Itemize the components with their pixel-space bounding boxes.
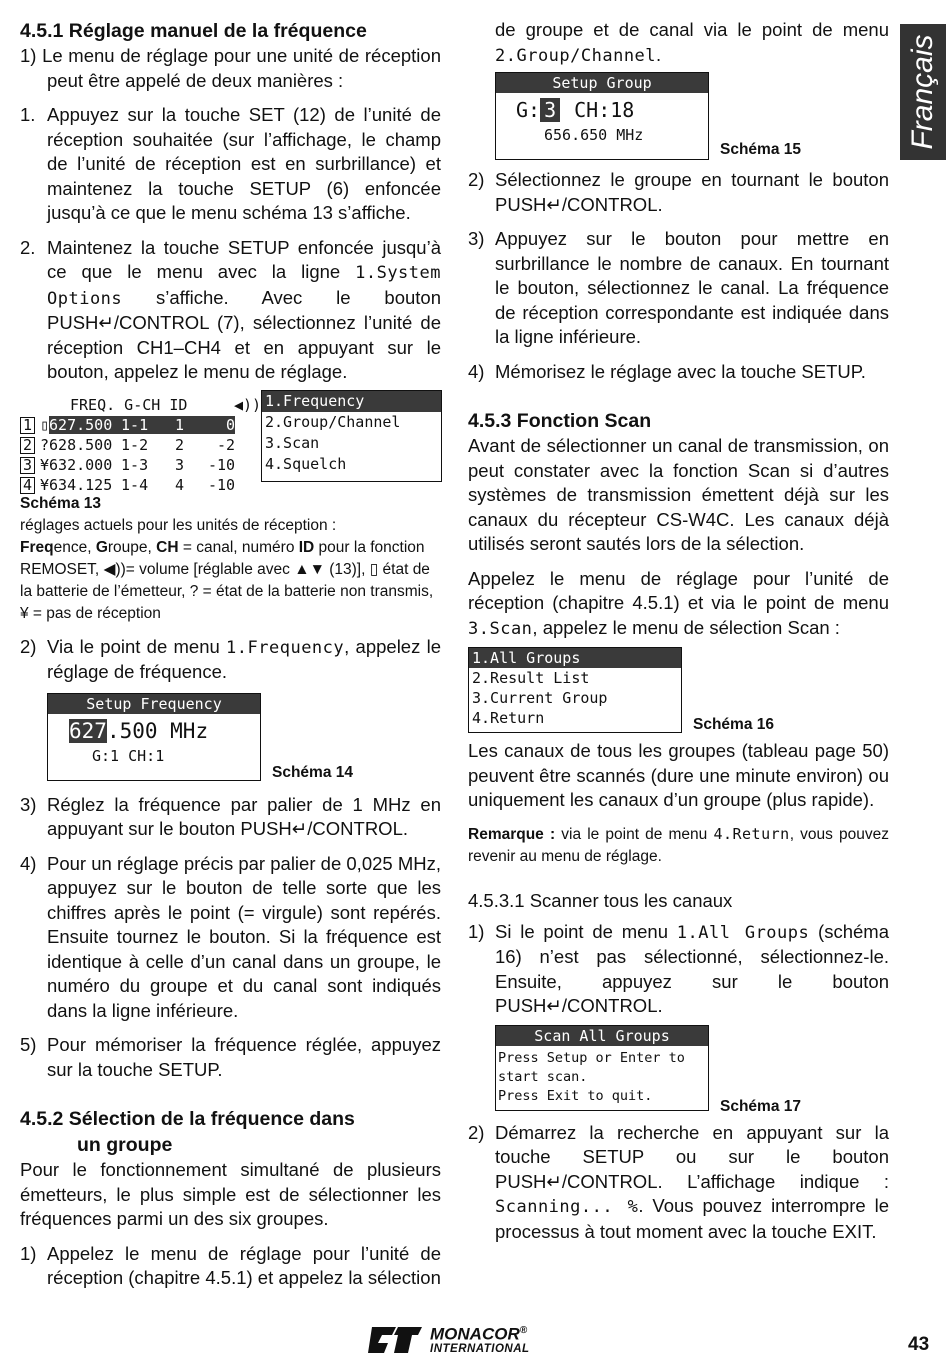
paragraph-4-5-2: Pour le fonctionnement simultané de plusieurs émetteurs, le plus simple est de sélectionner les fréquences parmi un des six groupes. — [20, 1159, 441, 1229]
menu-item: 3.Scan — [265, 433, 320, 452]
receiver-f: 634.125 — [49, 475, 113, 494]
group-step-1: 1) Appelez le menu de réglage pour l’unité de réception (chapitre 4.5.1) et appelez la sélection — [20, 1242, 441, 1288]
heading-4-5-2: 4.5.2 Sélection de la fréquence dans un groupe — [20, 1108, 355, 1156]
receiver-values — [49, 436, 235, 454]
scan-step-1: 1) Si le point de menu 1.All Groups (schéma 16) n’est pas sélectionné, sélectionnez-le. Ensuite, appuyez sur le bouton PUSH↵/CONTROL. — [468, 920, 889, 1016]
paragraph-intro: 1) Le menu de réglage pour une unité de réception peut être appelé de deux manières : — [20, 45, 441, 91]
step-4: 4) Pour un réglage précis par palier de 0,025 MHz, appuyez sur le bouton de telle sorte que les chiffres après le point (= virgule) sont repérés. Ensuite tournez le bouton. Si la fréquence est identique à celle d’un canal dans un groupe, le numéro du groupe et du canal sont indiqués dans la ligne inférieure. — [20, 852, 441, 1021]
schema-13-menu — [261, 390, 442, 482]
list-item-2: 2. Maintenez la touche SETUP enfoncée jusqu’à ce que le menu avec la ligne 1.System Options s’affiche. Avec le bouton PUSH↵/CONTROL (7), sélectionnez l’unité de réception CH1–CH4 et en appuyant sur le bouton, appelez le menu de réglage. — [20, 236, 441, 382]
receiver-number-box: 3 — [20, 457, 35, 474]
receiver-number-box: 2 — [20, 437, 35, 454]
receiver-row — [20, 455, 258, 475]
monacor-emblem-icon — [368, 1325, 424, 1355]
schema-13-caption: Schéma 13 réglages actuels pour les unités de réception : Freqence, Groupe, CH = canal, numéro ID pour la fonction REMOSET, ◀))= volume [réglable avec ▲▼ (13)], ▯ état de la batterie de l’émetteur, ? = état de la batterie non transmis, ¥ = pas de réception — [20, 494, 434, 622]
step-3: 3) Réglez la fréquence par palier de 1 MHz en appuyant sur le bouton PUSH↵/CONTROL. — [20, 793, 441, 839]
scan-info-line: start scan. — [498, 1068, 588, 1085]
no-reception-icon: ¥ — [40, 475, 50, 494]
receiver-id: 4 — [175, 475, 185, 494]
schema-13-display — [20, 391, 441, 494]
receiver-id: 1 — [175, 415, 185, 434]
unknown-battery-icon: ? — [40, 435, 50, 454]
schema-14 — [20, 693, 441, 789]
schema-16-label: Schéma 16 — [693, 716, 774, 733]
receiver-number-box: 1 — [20, 417, 35, 434]
language-label: Français — [905, 34, 939, 150]
heading-4-5-1: 4.5.1 Réglage manuel de la fréquence — [20, 20, 367, 42]
receiver-f: 627.500 — [49, 415, 113, 434]
left-column — [20, 18, 441, 1291]
menu-item: 2.Group/Channel — [265, 412, 401, 431]
receiver-row — [20, 415, 258, 435]
receiver-values — [49, 456, 235, 474]
receiver-v: -2 — [216, 435, 236, 454]
schema-14-display: Setup Frequency 627.500 MHz G:1 CH:1 — [47, 693, 261, 781]
receiver-v: 0 — [226, 415, 236, 434]
scan-menu-item: 4.Return — [472, 709, 545, 727]
receiver-values — [49, 476, 235, 494]
group-step-3: 3) Appuyez sur le bouton pour mettre en surbrillance le nombre de canaux. En tournant le bouton, sélectionnez le canal. La fréquence de réception correspondante est indiquée dans la ligne inférieure. — [468, 228, 889, 347]
receiver-v: -10 — [207, 455, 236, 474]
paragraph-scan-intro: Avant de sélectionner un canal de transmission, on peut constater avec la fonction Scan si d’autres systèmes de transmission émettent déjà sur les canaux du récepteur CS-W4C. Les canaux déjà utilisés seront sautés lors de la sélection. — [468, 435, 889, 554]
volume-icon: ◀)) — [234, 395, 262, 414]
schema-14-label: Schéma 14 — [272, 763, 353, 781]
scan-menu-item: 3.Current Group — [472, 689, 608, 707]
receiver-id: 2 — [175, 435, 185, 454]
group-step-2: 2) Sélectionnez le groupe en tournant le bouton PUSH↵/CONTROL. — [468, 169, 889, 215]
paragraph-scan-call: Appelez le menu de réglage pour l’unité de réception (chapitre 4.5.1) et via le point de menu 3.Scan, appelez le menu de sélection Scan : — [468, 567, 889, 639]
paragraph-scan-groups: Les canaux de tous les groupes (tableau page 50) peuvent être scannés (dure une minute environ) ou uniquement les canaux d’un groupe (plus rapide). — [468, 740, 889, 810]
brand-name: MONACOR — [430, 1324, 520, 1344]
receiver-g: 1-1 — [121, 415, 149, 434]
scan-step-2: 2) Démarrez la recherche en appuyant sur la touche SETUP ou sur le bouton PUSH↵/CONTROL. L’affichage indique : Scanning... %. Vous pouvez interrompre le processus à tout moment avec la touche EXIT. — [468, 1121, 889, 1242]
schema-17-label: Schéma 17 — [720, 1097, 801, 1115]
language-tab — [900, 24, 946, 160]
receiver-f: 632.000 — [49, 455, 113, 474]
heading-4-5-3-1: 4.5.3.1 Scanner tous les canaux — [468, 889, 733, 911]
receiver-number-box: 4 — [20, 477, 35, 494]
brand-sub: INTERNATIONAL — [430, 1342, 530, 1355]
receiver-row — [20, 435, 258, 455]
scan-menu-item: 1.All Groups — [469, 648, 681, 668]
no-reception-icon: ¥ — [40, 455, 50, 474]
schema-17 — [468, 1025, 889, 1117]
receiver-v: -10 — [207, 475, 236, 494]
step-5: 5) Pour mémoriser la fréquence réglée, appuyez sur la touche SETUP. — [20, 1034, 441, 1080]
receiver-id: 3 — [175, 455, 185, 474]
heading-4-5-3: 4.5.3 Fonction Scan — [468, 410, 652, 432]
group-step-4: 4) Mémorisez le réglage avec la touche SETUP. — [468, 360, 866, 382]
scan-menu-item: 2.Result List — [472, 669, 590, 687]
receiver-f: 628.500 — [49, 435, 113, 454]
schema-15-display: Setup Group G: 3 CH:18 656.650 MHz — [495, 72, 709, 160]
menu-item: 1.Frequency — [262, 391, 441, 412]
receiver-values — [49, 416, 235, 434]
page-number: 43 — [908, 1334, 930, 1355]
receiver-g: 1-3 — [121, 455, 149, 474]
receiver-table — [20, 395, 262, 495]
schema-15 — [468, 72, 889, 166]
receiver-row — [20, 475, 258, 495]
remark: Remarque : via le point de menu 4.Return, vous pouvez revenir au menu de réglage. — [468, 824, 889, 865]
scan-info-line: Press Setup or Enter to — [498, 1049, 685, 1066]
table-header: FREQ. G-CH ID — [70, 395, 188, 414]
step-2-frequency: 2) Via le point de menu 1.Frequency, appelez le réglage de fréquence. — [20, 635, 441, 682]
battery-icon: ▯ — [40, 415, 50, 434]
schema-15-label: Schéma 15 — [720, 141, 801, 158]
receiver-g: 1-4 — [121, 475, 149, 494]
list-item-1: 1. Appuyez sur la touche SET (12) de l’unité de réception souhaitée (sur l’affichage, le champ de l’unité de réception est en surbrillance) et maintenez la touche SETUP (6) enfoncée jusqu’à ce que le menu schéma 13 s’affiche. — [20, 104, 441, 223]
schema-16 — [468, 647, 889, 739]
schema-16-display — [468, 647, 682, 733]
menu-item: 4.Squelch — [265, 454, 347, 473]
scan-info-line: Press Exit to quit. — [498, 1087, 653, 1104]
monacor-logo: MONACOR® INTERNATIONAL — [368, 1322, 530, 1358]
right-column — [468, 18, 889, 1244]
schema-17-display: Scan All Groups Press Setup or Enter to start scan. Press Exit to quit. — [495, 1025, 709, 1111]
group-step-1-cont: de groupe et de canal via le point de menu 2.Group/Channel. — [495, 19, 889, 66]
receiver-g: 1-2 — [121, 435, 149, 454]
